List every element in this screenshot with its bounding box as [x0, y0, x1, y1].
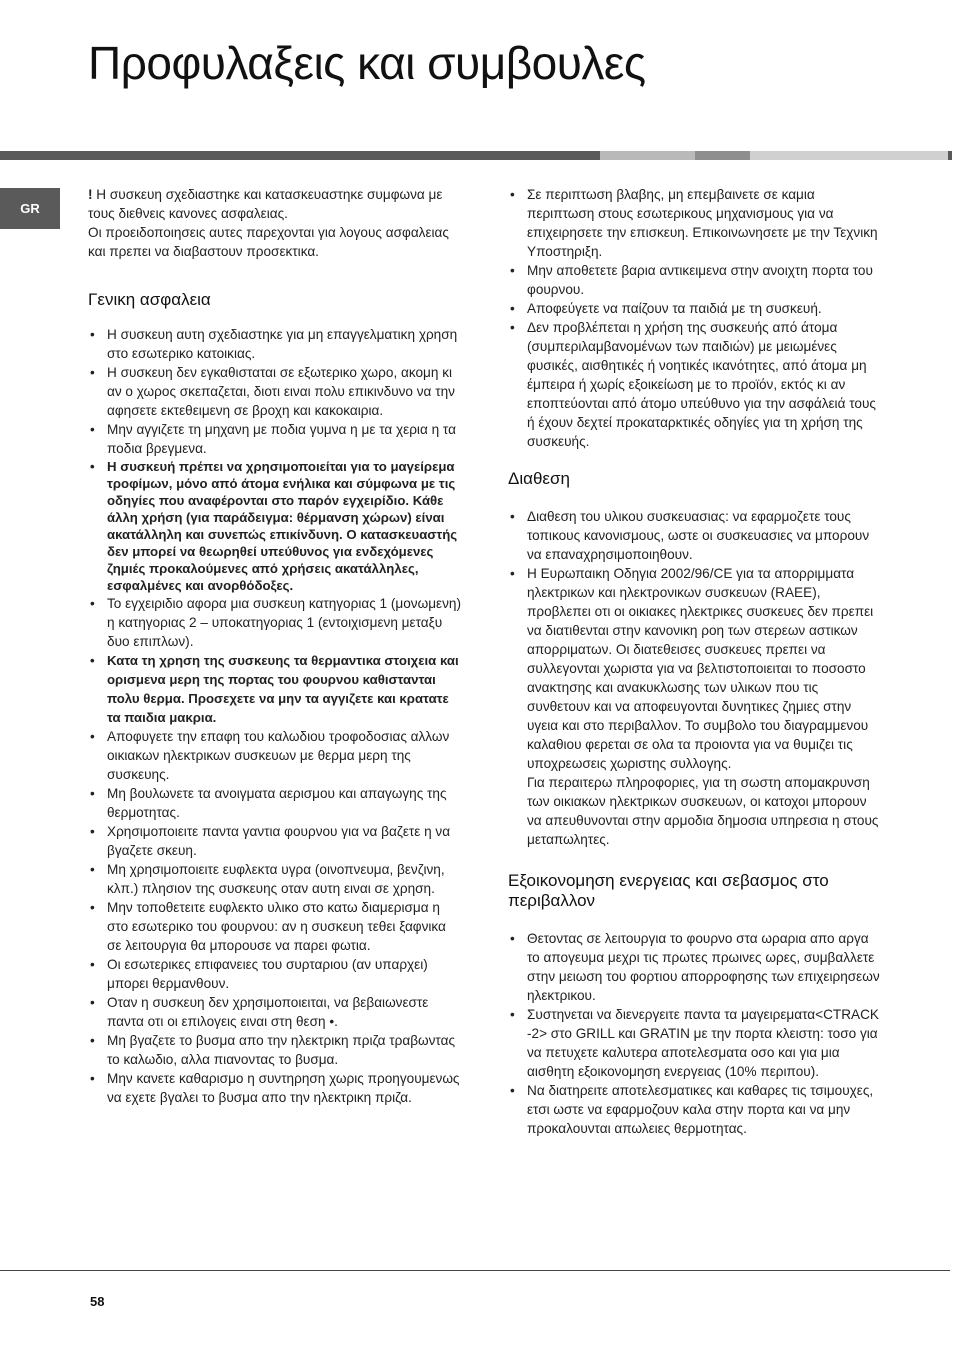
list-item: • Θετοντας σε λειτουργια το φουρνο στα ωραρια απο αργα το απογευμα μεχρι τις πρωτες πρωινες ωρες, συμβαλλετε στην μειωση του φορτιου απορροφησης των επιχειρησεων ηλεκτρικου.	[508, 929, 880, 1005]
list-item: • Διαθεση του υλικου συσκευασιας: να εφαρμοζετε τους τοπικους κανονισμους, ωστε οι συσκευασιες να μπορουν να επαναχρησιμοποιηθουν.	[508, 507, 880, 564]
list-item: • Αποφεύγετε να παίζουν τα παιδιά με τη συσκευή.	[508, 299, 880, 318]
intro-paragraph: Οι προειδοποιησεις αυτες παρεχονται για λογους ασφαλειας και πρεπει να διαβαστουν προσεκτικα.	[88, 225, 449, 259]
list-item: • Αποφυγετε την επαφη του καλωδιου τροφοδοσιας αλλων οικιακων ηλεκτρικων συσκευων με θερμα μερη της συσκευης.	[88, 727, 464, 784]
header-bar-segment	[0, 151, 600, 160]
list-item: • Μη χρησιμοποιειτε ευφλεκτα υγρα (οινοπνευμα, βενζινη, κλπ.) πλησιον της συσκευης οταν αυτη ειναι σε χρηση.	[88, 860, 464, 898]
list-item: • Μην κανετε καθαρισμο η συντηρηση χωρις προηγουμενως να εχετε βγαλει το βυσμα απο την ηλεκτρικη πριζα.	[88, 1069, 464, 1107]
disposal-list	[508, 507, 880, 773]
page-title: Προφυλαξεις και συμβουλες	[88, 37, 646, 89]
list-item: • Δεν προβλέπεται η χρήση της συσκευής από άτομα (συμπεριλαμβανομένων των παιδιών) με μειωμένες φυσικές, αισθητικές ή νοητικές ικανότητες, από άτομα μη έμπειρα ή χωρίς εξοικείωση με το προϊόν, εκτός κι αν εποπτεύονται από άτομο υπεύθυνο για την ασφάλειά τους ή έχουν δεχτεί προκαταρκτικές οδηγίες για τη χρήση της συσκευής.	[508, 318, 880, 451]
header-bar-segment	[750, 151, 948, 160]
list-item: • Μην αγγιζετε τη μηχανη με ποδια γυμνα η με τα χερια η τα ποδια βρεγμενα.	[88, 420, 464, 458]
header-bar-segment	[948, 151, 952, 160]
section-heading-disposal: Διαθεση	[508, 469, 570, 488]
list-item: • Οι εσωτερικες επιφανειες του συρταριου (αν υπαρχει) μπορει θερμανθουν.	[88, 955, 464, 993]
right-column	[508, 185, 880, 1138]
list-item: • Μη βουλωνετε τα ανοιγματα αερισμου και απαγωγης της θερμοτητας.	[88, 784, 464, 822]
header-bar-segment	[600, 151, 695, 160]
section-heading-energy: Εξοικονομηση ενεργειας και σεβασμος στο περιβαλλον	[508, 871, 829, 910]
list-item: • Να διατηρειτε αποτελεσματικες και καθαρες τις τσιμουχες, ετσι ωστε να εφαρμοζουν καλα στην πορτα και να μην προκαλουνται απωλειες θερμοτητας.	[508, 1081, 880, 1138]
footer-divider	[0, 1270, 950, 1271]
warning-mark: !	[88, 187, 93, 202]
list-item: • Η συσκευη δεν εγκαθισταται σε εξωτερικο χωρο, ακομη κι αν ο χωρος σκεπαζεται, διοτι ειναι πολυ επικινδυνο να την αφησετε εκτεθειμενη σε βροχη και κακοκαιρια.	[88, 363, 464, 420]
page-number: 58	[90, 1294, 105, 1309]
intro-text: Η συσκευη σχεδιαστηκε και κατασκευαστηκε συμφωνα με τους διεθνεις κανονες ασφαλειας.	[88, 187, 443, 221]
list-item: • Σε περιπτωση βλαβης, μη επεμβαινετε σε καμια περιπτωση στους εσωτερικους μηχανισμους για να επιχειρησετε την επισκευη. Επικοινωνησετε με την Τεχνικη Υποστηριξη.	[508, 185, 880, 261]
list-item: • Η συσκευή πρέπει να χρησιμοποιείται για το μαγείρεμα τροφίμων, μόνο από άτομα ενήλικα και σύμφωνα με τις οδηγίες που αναφέρονται στο παρόν εγχειρίδιο. Κάθε άλλη χρήση (για παράδειγμα: θέρμανση χώρων) είναι ακατάλληλη και συνεπώς επικίνδυνη. Ο κατασκευαστής δεν μπορεί να θεωρηθεί υπεύθυνος για ενδεχόμενες ζημιές προκαλούμενες από χρήσεις ακατάλληλες, εσφαλμένες και ανορθόδοξες.	[88, 458, 464, 594]
general-safety-list	[88, 325, 464, 1107]
list-item: • Κατα τη χρηση της συσκευης τα θερμαντικα στοιχεια και ορισμενα μερη της πορτας του φουρνου καθιστανται πολυ θερμα. Προσεχετε να μην τα αγγιζετε και κρατατε τα παιδια μακρια.	[88, 651, 464, 727]
list-item: • Συστηνεται να διενεργειτε παντα τα μαγειρεματα<CTRACK -2> στο GRILL και GRATIN με την πορτα κλειστη: τοσο για να πετυχετε καλυτερα αποτελεσματα οσο και για μια αισθητη εξοικονομηση ενεργειας (10% περιπου).	[508, 1005, 880, 1081]
list-item: • Οταν η συσκευη δεν χρησιμοποιειται, να βεβαιωνεστε παντα οτι οι επιλογεις ειναι στη θεση •.	[88, 993, 464, 1031]
language-tab: GR	[0, 188, 60, 229]
safety-list-continued	[508, 185, 880, 451]
list-item: • Μην αποθετετε βαρια αντικειμενα στην ανοιχτη πορτα του φουρνου.	[508, 261, 880, 299]
disposal-note: Για περαιτερω πληροφοριες, για τη σωστη απομακρυνση των οικιακων ηλεκτρικων συσκευων, οι κατοχοι μπορουν να απευθυνονται στην αρμοδια δημοσια υπηρεσια η στους μεταπωλητες.	[527, 775, 879, 847]
list-item: • Η συσκευη αυτη σχεδιαστηκε για μη επαγγελματικη χρηση στο εσωτερικο κατοικιας.	[88, 325, 464, 363]
list-item: • Το εγχειριδιο αφορα μια συσκευη κατηγοριας 1 (μονωμενη) η κατηγοριας 2 – υποκατηγοριας 1 (εντοιχισμενη μεταξυ δυο επιπλων).	[88, 594, 464, 651]
list-item: • Μη βγαζετε το βυσμα απο την ηλεκτρικη πριζα τραβωντας το καλωδιο, αλλα πιανοντας το βυσμα.	[88, 1031, 464, 1069]
left-column	[88, 185, 464, 1107]
list-item: • Μην τοποθετειτε ευφλεκτο υλικο στο κατω διαμερισμα η στο εσωτερικο του φουρνου: αν η συσκευη τεθει ξαφνικα σε λειτουργια θα μπορουσε να παρει φωτια.	[88, 898, 464, 955]
section-heading-general-safety: Γενικη ασφαλεια	[88, 290, 211, 309]
list-item: • Η Ευρωπαικη Οδηγια 2002/96/CE για τα απορριμματα ηλεκτρικων και ηλεκτρονικων συσκευων (RAEE), προβλεπει οτι οι οικιακες ηλεκτρικες συσκευες δεν πρεπει να διατιθενται στην κανονικη ροη των στερεων αστικων απορριματων. Οι διατεθεισες συσκευες πρεπει να συλλεγονται χωριστα για να βελτιστοποιειται το ποσοστο ανακτησης και ανακυκλωσης των υλικων που τις συνθετουν και να αποφευγονται δυνητικες ζημιες στην υγεια και στο περιβαλλον. Το συμβολο του διαγραμμενου καλαθιου φερεται σε ολα τα προιοντα για να θυμιζει τις υποχρεωσεις χωριστης συλλογης.	[508, 564, 880, 773]
intro-paragraph	[88, 185, 464, 223]
list-item: • Χρησιμοποιειτε παντα γαντια φουρνου για να βαζετε η να βγαζετε σκευη.	[88, 822, 464, 860]
header-bar-segment	[695, 151, 750, 160]
energy-list	[508, 929, 880, 1138]
